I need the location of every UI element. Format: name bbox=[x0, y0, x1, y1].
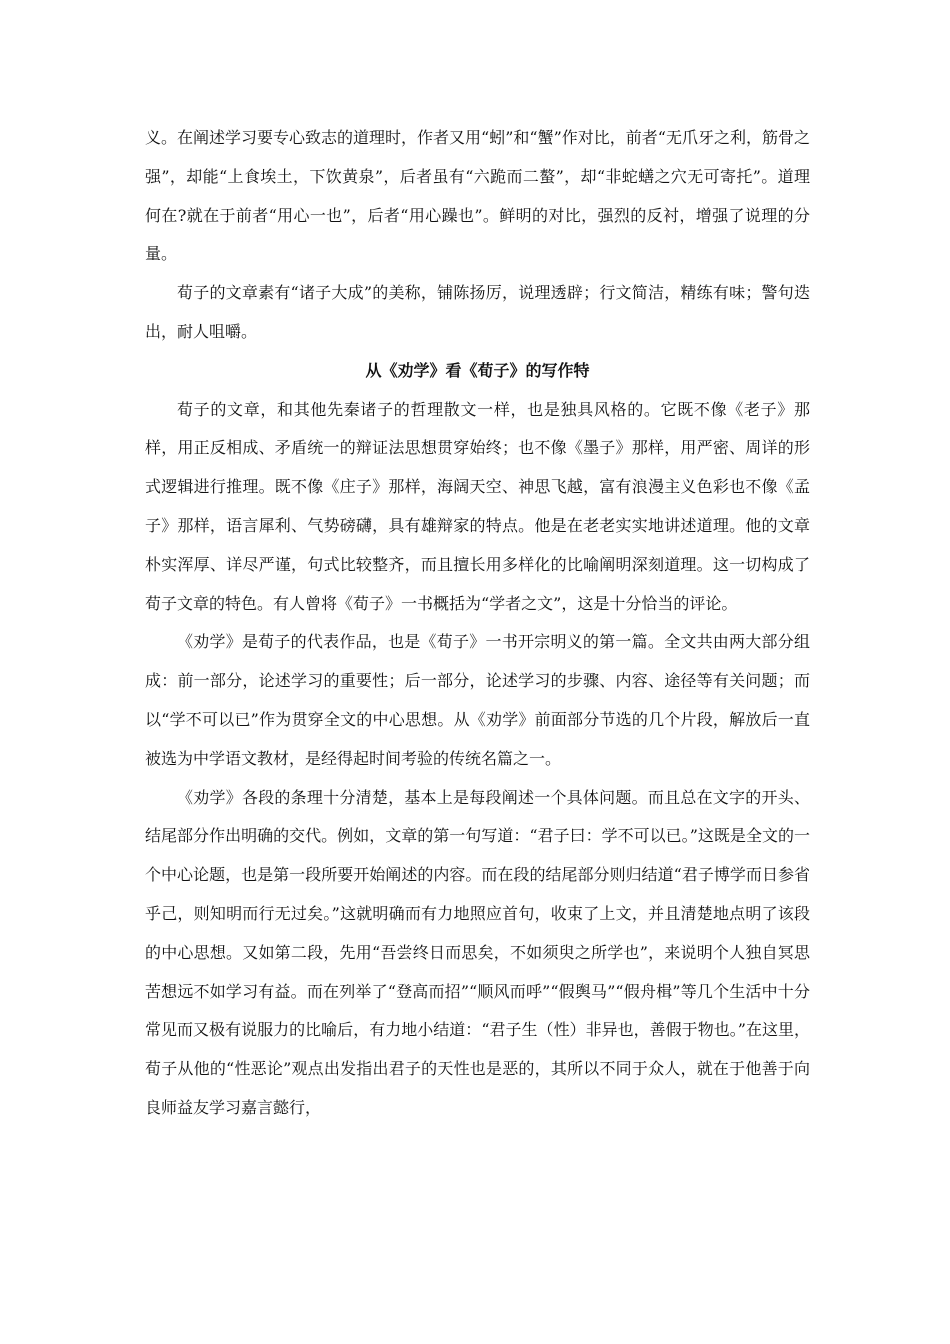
section-heading: 从《劝学》看《荀子》的写作特 bbox=[365, 360, 590, 380]
paragraph-summary: 荀子的文章素有“诸子大成”的美称，铺陈扬厉，说理透辟；行文简洁，精练有味；警句迭出，耐人咀嚼。 bbox=[145, 283, 810, 341]
paragraph-style: 荀子的文章，和其他先秦诸子的哲理散文一样，也是独具风格的。它既不像《老子》那样，用正反相成、矛盾统一的辩证法思想贯穿始终；也不像《墨子》那样，用严密、周详的形式逻辑进行推理。既不像《庄子》那样，海阔天空、神思飞越，富有浪漫主义色彩也不像《孟子》那样，语言犀利、气势磅礴，具有雄辩家的特点。他是在老老实实地讲述道理。他的文章朴实浑厚、详尽严谨，句式比较整齐，而且擅长用多样化的比喻阐明深刻道理。这一切构成了荀子文章的特色。有人曾将《荀子》一书概括为“学者之文”，这是十分恰当的评论。 bbox=[145, 399, 810, 613]
paragraph-quanxue-intro: 《劝学》是荀子的代表作品，也是《荀子》一书开宗明义的第一篇。全文共由两大部分组成：前一部分，论述学习的重要性；后一部分，论述学习的步骤、内容、途径等有关问题；而以“学不可以已”作为贯穿全文的中心思想。从《劝学》前面部分节选的几个片段，解放后一直被选为中学语文教材，是经得起时间考验的传统名篇之一。 bbox=[145, 632, 810, 768]
document-page bbox=[145, 119, 810, 1128]
paragraph-continued: 义。在阐述学习要专心致志的道理时，作者又用“蚓”和“蟹”作对比，前者“无爪牙之利，筋骨之强”，却能“上食埃土，下饮黄泉”，后者虽有“六跪而二螯”，却“非蛇蟮之穴无可寄托”。道理何在?就在于前者“用心一也”，后者“用心躁也”。鲜明的对比，强烈的反衬，增强了说理的分量。 bbox=[145, 128, 810, 264]
paragraph-structure: 《劝学》各段的条理十分清楚，基本上是每段阐述一个具体问题。而且总在文字的开头、结尾部分作出明确的交代。例如，文章的第一句写道：“君子曰：学不可以已。”这既是全文的一个中心论题，也是第一段所要开始阐述的内容。而在段的结尾部分则归结道“君子博学而日参省乎己，则知明而行无过矣。”这就明确而有力地照应首句，收束了上文，并且清楚地点明了该段的中心思想。又如第二段，先用“吾尝终日而思矣，不如须臾之所学也”，来说明个人独自冥思苦想远不如学习有益。而在列举了“登高而招”“顺风而呼”“假舆马”“假舟楫”等几个生活中十分常见而又极有说服力的比喻后，有力地小结道：“君子生（性）非异也，善假于物也。”在这里，荀子从他的“性恶论”观点出发指出君子的天性也是恶的，其所以不同于众人，就在于他善于向良师益友学习嘉言懿行， bbox=[145, 787, 810, 1117]
